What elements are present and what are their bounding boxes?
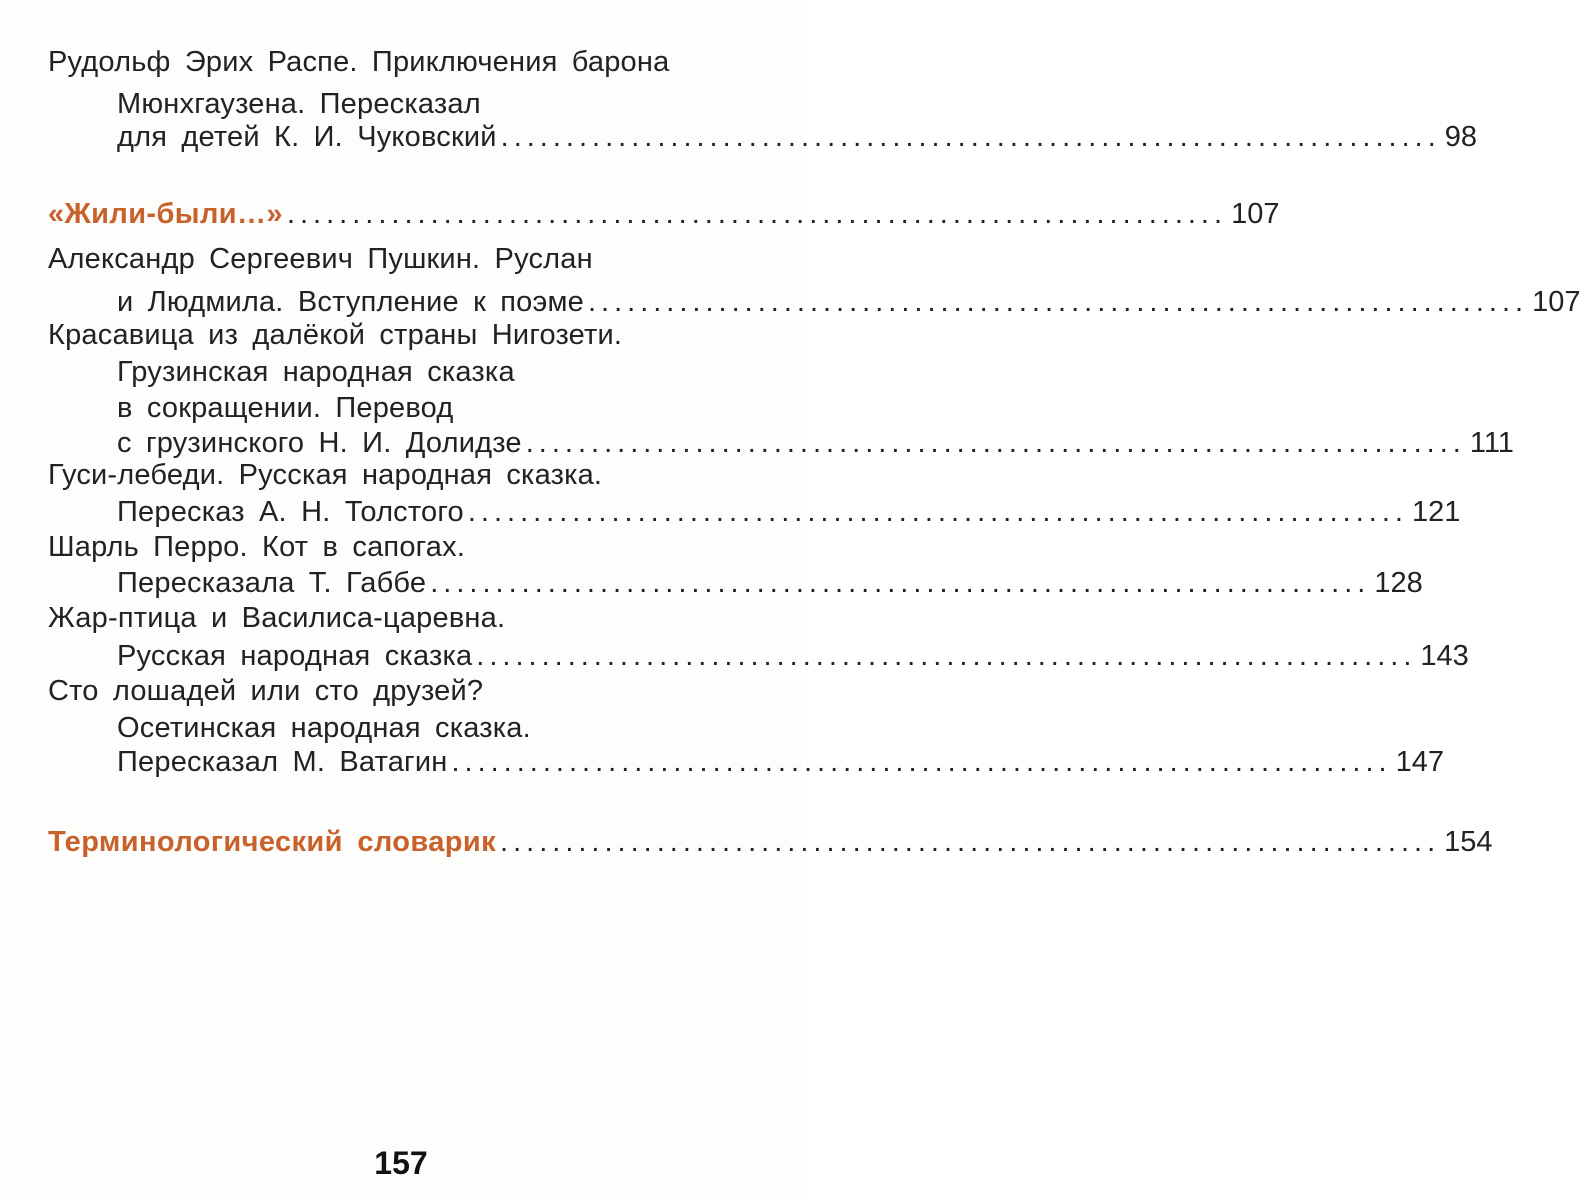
toc-page-number: 107 (1532, 286, 1580, 318)
toc-page-number: 154 (1444, 826, 1493, 858)
toc-entry-line: Красавица из далёкой страны Нигозети. (48, 319, 623, 351)
toc-page-number: 107 (1231, 198, 1280, 230)
toc-entry-row (117, 495, 1461, 529)
dot-leader: ........................................................................ (587, 286, 1529, 318)
toc-entry-line: в сокращении. Перевод (117, 392, 454, 424)
toc-entry-text: Русская народная сказка (117, 640, 473, 672)
toc-section-row (48, 197, 1280, 231)
dot-leader: ........................................................................ (500, 121, 1441, 153)
toc-entry-line: Александр Сергеевич Пушкин. Руслан (48, 243, 593, 275)
dot-leader: ........................................................................ (476, 640, 1417, 672)
toc-entry-row (117, 566, 1423, 600)
page-number: 157 (374, 1145, 428, 1181)
toc-entry-line: Жар-птица и Василиса-царевна. (48, 602, 506, 634)
dot-leader: ........................................................................ (286, 198, 1228, 230)
toc-entry-row (117, 745, 1444, 779)
toc-page-number: 147 (1395, 746, 1444, 778)
toc-section-title: «Жили-были…» (48, 198, 283, 230)
toc-page-number: 128 (1374, 567, 1423, 599)
toc-entry-line: Рудольф Эрих Распе. Приключения барона (48, 46, 670, 78)
toc-entry-line: Осетинская народная сказка. (117, 712, 531, 744)
toc-entry-text: Пересказ А. Н. Толстого (117, 496, 464, 528)
toc-page-number: 143 (1420, 640, 1469, 672)
toc-entry-text: Пересказала Т. Габбе (117, 567, 427, 599)
toc-entry-row (117, 120, 1478, 154)
toc-page-number: 98 (1444, 121, 1478, 153)
dot-leader: ........................................................................ (467, 496, 1408, 528)
dot-leader: ........................................................................ (525, 427, 1466, 459)
dot-leader: ........................................................................ (451, 746, 1392, 778)
toc-entry-row (117, 285, 1580, 319)
toc-entry-text: с грузинского Н. И. Долидзе (117, 427, 522, 459)
toc-page-number: 121 (1411, 496, 1461, 528)
toc-section-title: Терминологический словарик (48, 826, 497, 858)
toc-entry-text: и Людмила. Вступление к поэме (117, 286, 584, 318)
toc-entry-row (117, 426, 1514, 460)
toc-page-number: 111 (1469, 427, 1514, 459)
toc-section-row (48, 825, 1493, 859)
toc-entry-text: для детей К. И. Чуковский (117, 121, 497, 153)
toc-entry-line: Гуси-лебеди. Русская народная сказка. (48, 459, 603, 491)
toc-entry-text: Пересказал М. Ватагин (117, 746, 448, 778)
dot-leader: ........................................................................ (430, 567, 1371, 599)
toc-entry-line: Мюнхгаузена. Пересказал (117, 88, 481, 120)
toc-entry-line: Сто лошадей или сто друзей? (48, 675, 484, 707)
toc-entry-line: Шарль Перро. Кот в сапогах. (48, 531, 466, 563)
toc-entry-line: Грузинская народная сказка (117, 356, 515, 388)
dot-leader: ........................................................................ (500, 826, 1441, 858)
toc-entry-row (117, 639, 1469, 673)
